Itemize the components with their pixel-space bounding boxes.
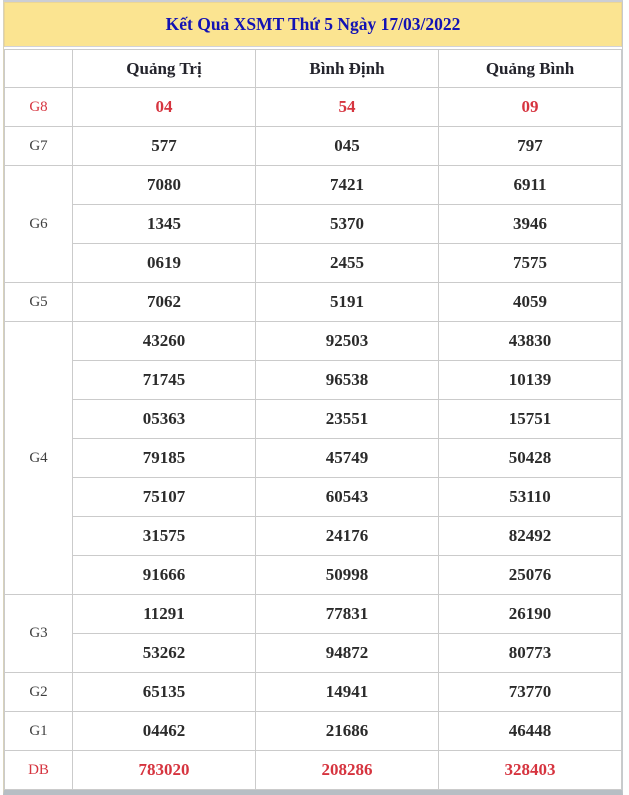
result-cell: 45749: [256, 439, 439, 478]
prize-label-g3: G3: [5, 595, 73, 673]
table-row: [5, 595, 622, 634]
table-row: [5, 322, 622, 361]
result-cell: 26190: [439, 595, 622, 634]
result-cell: 60543: [256, 478, 439, 517]
result-cell: 50428: [439, 439, 622, 478]
table-row: [5, 439, 622, 478]
prize-label-g1: G1: [5, 712, 73, 751]
prize-column-header: [5, 50, 73, 88]
result-cell: 2455: [256, 244, 439, 283]
result-cell: 328403: [439, 751, 622, 790]
prize-label-g7: G7: [5, 127, 73, 166]
result-cell: 53262: [73, 634, 256, 673]
result-cell: 43260: [73, 322, 256, 361]
result-cell: 11291: [73, 595, 256, 634]
result-cell: 208286: [256, 751, 439, 790]
result-cell: 75107: [73, 478, 256, 517]
result-cell: 92503: [256, 322, 439, 361]
result-cell: 31575: [73, 517, 256, 556]
prize-label-g6: G6: [5, 166, 73, 283]
result-cell: 10139: [439, 361, 622, 400]
prize-label-db: DB: [5, 751, 73, 790]
result-cell: 09: [439, 88, 622, 127]
result-cell: 54: [256, 88, 439, 127]
result-cell: 53110: [439, 478, 622, 517]
result-cell: 04462: [73, 712, 256, 751]
result-cell: 4059: [439, 283, 622, 322]
result-cell: 24176: [256, 517, 439, 556]
result-cell: 46448: [439, 712, 622, 751]
result-cell: 797: [439, 127, 622, 166]
result-cell: 79185: [73, 439, 256, 478]
results-board: [3, 0, 623, 795]
table-row: [5, 712, 622, 751]
table-row: [5, 517, 622, 556]
column-header-binh-dinh: Bình Định: [256, 50, 439, 88]
result-cell: 0619: [73, 244, 256, 283]
prize-label-g4: G4: [5, 322, 73, 595]
result-cell: 14941: [256, 673, 439, 712]
result-cell: 73770: [439, 673, 622, 712]
result-cell: 23551: [256, 400, 439, 439]
table-row: [5, 88, 622, 127]
result-cell: 045: [256, 127, 439, 166]
result-cell: 1345: [73, 205, 256, 244]
result-cell: 65135: [73, 673, 256, 712]
page-title: Kết Quả XSMT Thứ 5 Ngày 17/03/2022: [165, 14, 461, 34]
table-row: [5, 361, 622, 400]
result-cell: 94872: [256, 634, 439, 673]
table-row: [5, 400, 622, 439]
table-row: [5, 244, 622, 283]
table-row: [5, 634, 622, 673]
result-cell: 6911: [439, 166, 622, 205]
result-cell: 91666: [73, 556, 256, 595]
table-row: [5, 283, 622, 322]
column-header-quang-tri: Quảng Trị: [73, 50, 256, 88]
result-cell: 21686: [256, 712, 439, 751]
table-row: [5, 751, 622, 790]
prize-label-g8: G8: [5, 88, 73, 127]
result-cell: 05363: [73, 400, 256, 439]
result-cell: 50998: [256, 556, 439, 595]
result-cell: 7421: [256, 166, 439, 205]
result-cell: 77831: [256, 595, 439, 634]
table-row: [5, 205, 622, 244]
table-row: [5, 556, 622, 595]
prize-label-g2: G2: [5, 673, 73, 712]
result-cell: 96538: [256, 361, 439, 400]
prize-label-g5: G5: [5, 283, 73, 322]
column-header-quang-binh: Quảng Bình: [439, 50, 622, 88]
result-cell: 577: [73, 127, 256, 166]
result-cell: 783020: [73, 751, 256, 790]
table-row: [5, 127, 622, 166]
table-row: [5, 673, 622, 712]
result-cell: 04: [73, 88, 256, 127]
result-cell: 5191: [256, 283, 439, 322]
header-row: [5, 50, 622, 88]
result-cell: 7080: [73, 166, 256, 205]
result-cell: 25076: [439, 556, 622, 595]
result-cell: 82492: [439, 517, 622, 556]
result-cell: 5370: [256, 205, 439, 244]
result-cell: 71745: [73, 361, 256, 400]
result-cell: 3946: [439, 205, 622, 244]
table-row: [5, 478, 622, 517]
result-cell: 7062: [73, 283, 256, 322]
results-table: [4, 49, 622, 790]
result-cell: 43830: [439, 322, 622, 361]
result-cell: 15751: [439, 400, 622, 439]
table-row: [5, 166, 622, 205]
title-bar: [4, 2, 622, 47]
result-cell: 80773: [439, 634, 622, 673]
result-cell: 7575: [439, 244, 622, 283]
